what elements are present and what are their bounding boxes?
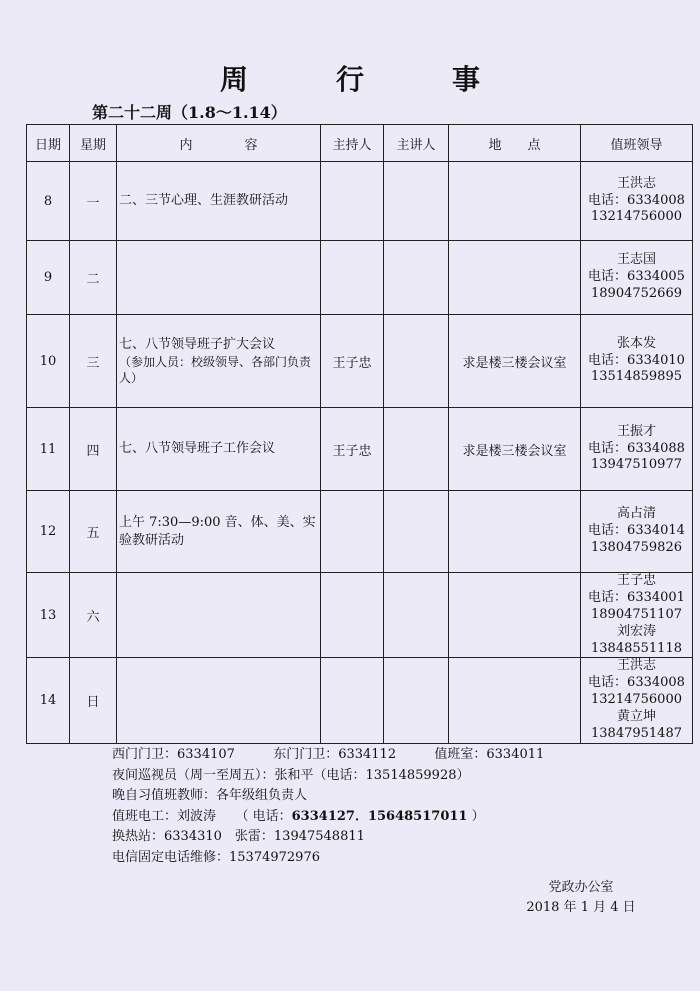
content-text: 七、八节领导班子工作会议	[119, 441, 276, 457]
leader-name: 王振才	[616, 423, 656, 439]
cell-content	[117, 491, 321, 573]
cell-host	[321, 491, 384, 573]
table-row	[27, 315, 693, 408]
cell-weekday: 五	[70, 491, 117, 573]
leader-mobile: 18904751107	[591, 606, 682, 622]
cell-place	[449, 573, 581, 658]
leader-phone: 电话：6334005	[588, 269, 685, 285]
electrician-phone: 6334127．15648517011	[291, 808, 468, 824]
cell-speaker	[384, 491, 449, 573]
content-note: （参加人员：校级领导、各部门负责人）	[119, 354, 312, 385]
electrician-end: ）	[467, 808, 485, 824]
cell-speaker	[384, 658, 449, 743]
table-header-row	[27, 125, 693, 162]
cell-date: 9	[27, 241, 70, 315]
cell-weekday: 二	[70, 241, 117, 315]
table-row	[27, 408, 693, 491]
cell-speaker	[384, 408, 449, 491]
content-text: 七、八节领导班子扩大会议	[119, 337, 276, 353]
cell-place	[449, 162, 581, 241]
leader-mobile: 13947510977	[591, 457, 682, 473]
cell-leader	[581, 573, 693, 658]
cell-content	[117, 162, 321, 241]
signature-date: 2018 年 1 月 4 日	[526, 900, 636, 915]
cell-content	[117, 658, 321, 743]
cell-leader	[581, 658, 693, 743]
leader-name: 张本发	[616, 335, 656, 351]
cell-content	[117, 573, 321, 658]
header-date: 日期	[27, 125, 70, 162]
cell-weekday: 六	[70, 573, 117, 658]
telecom-repair: 电信固定电话维修：15374972976	[112, 849, 320, 865]
leader-phone: 电话：6334010	[588, 352, 685, 368]
leader-name: 王志国	[616, 252, 656, 268]
cell-date: 10	[27, 315, 70, 408]
cell-content	[117, 408, 321, 491]
cell-place	[449, 658, 581, 743]
contact-footer	[112, 745, 544, 868]
schedule-table	[26, 124, 693, 744]
cell-leader	[581, 491, 693, 573]
cell-speaker	[384, 573, 449, 658]
electrician-label: 值班电工：刘波涛 （ 电话：	[112, 808, 292, 824]
table-row	[27, 162, 693, 241]
night-patrol: 夜间巡视员（周一至周五）：张和平（电话：13514859928）	[112, 767, 470, 783]
office-name: 党政办公室	[548, 880, 614, 895]
cell-speaker	[384, 162, 449, 241]
cell-host	[321, 658, 384, 743]
cell-place: 求是楼三楼会议室	[449, 408, 581, 491]
leader-phone: 电话：6334088	[588, 440, 685, 456]
header-content: 内 容	[117, 125, 321, 162]
leader-name: 黄立坤	[616, 709, 656, 725]
leader-phone: 电话：6334008	[588, 675, 685, 691]
cell-date: 12	[27, 491, 70, 573]
signature	[526, 878, 636, 918]
leader-phone: 电话：6334008	[588, 192, 685, 208]
cell-place: 求是楼三楼会议室	[449, 315, 581, 408]
leader-name: 高占清	[616, 506, 656, 522]
leader-mobile: 13848551118	[591, 640, 682, 656]
table-row	[27, 573, 693, 658]
leader-mobile: 13847951487	[591, 726, 682, 742]
cell-leader	[581, 408, 693, 491]
leader-name: 刘宏涛	[616, 623, 656, 639]
west-gate: 西门门卫：6334107	[112, 747, 235, 762]
cell-leader	[581, 241, 693, 315]
table-row	[27, 658, 693, 743]
week-label: 第二十二周（1.8～1.14）	[92, 103, 287, 122]
cell-host	[321, 573, 384, 658]
header-speaker: 主讲人	[384, 125, 449, 162]
header-weekday: 星期	[70, 125, 117, 162]
content-text: 上午 7:30—9:00 音、体、美、实验教研活动	[119, 514, 316, 548]
cell-speaker	[384, 241, 449, 315]
content-text: 二、三节心理、生涯教研活动	[119, 193, 289, 209]
heat-station: 换热站：6334310 张雷：13947548811	[112, 829, 365, 844]
header-place: 地 点	[449, 125, 581, 162]
header-host: 主持人	[321, 125, 384, 162]
cell-weekday: 一	[70, 162, 117, 241]
leader-name: 王洪志	[616, 175, 656, 191]
cell-content	[117, 315, 321, 408]
leader-mobile: 18904752669	[591, 285, 682, 301]
cell-date: 8	[27, 162, 70, 241]
leader-mobile: 13214756000	[591, 692, 682, 708]
cell-date: 13	[27, 573, 70, 658]
header-leader: 值班领导	[581, 125, 693, 162]
cell-host	[321, 241, 384, 315]
leader-phone: 电话：6334014	[588, 523, 685, 539]
cell-place	[449, 241, 581, 315]
cell-host	[321, 162, 384, 241]
cell-date: 11	[27, 408, 70, 491]
self-study-duty: 晚自习值班教师：各年级组负责人	[112, 788, 308, 803]
leader-mobile: 13514859895	[591, 369, 682, 385]
leader-name: 王洪志	[616, 658, 656, 674]
leader-mobile: 13804759826	[591, 539, 682, 555]
leader-mobile: 13214756000	[591, 209, 682, 225]
cell-leader	[581, 162, 693, 241]
cell-weekday: 四	[70, 408, 117, 491]
page-title: 周 行 事	[219, 63, 510, 96]
leader-phone: 电话：6334001	[588, 589, 685, 605]
table-row	[27, 491, 693, 573]
cell-host: 王子忠	[321, 408, 384, 491]
cell-weekday: 三	[70, 315, 117, 408]
cell-place	[449, 491, 581, 573]
cell-weekday: 日	[70, 658, 117, 743]
electrician	[112, 807, 544, 828]
gate-phones	[112, 745, 544, 766]
cell-speaker	[384, 315, 449, 408]
table-row	[27, 241, 693, 315]
leader-name: 王子忠	[616, 573, 656, 588]
cell-date: 14	[27, 658, 70, 743]
duty-room: 值班室：6334011	[434, 747, 545, 762]
cell-content	[117, 241, 321, 315]
east-gate: 东门门卫：6334112	[273, 747, 397, 762]
cell-leader	[581, 315, 693, 408]
cell-host: 王子忠	[321, 315, 384, 408]
